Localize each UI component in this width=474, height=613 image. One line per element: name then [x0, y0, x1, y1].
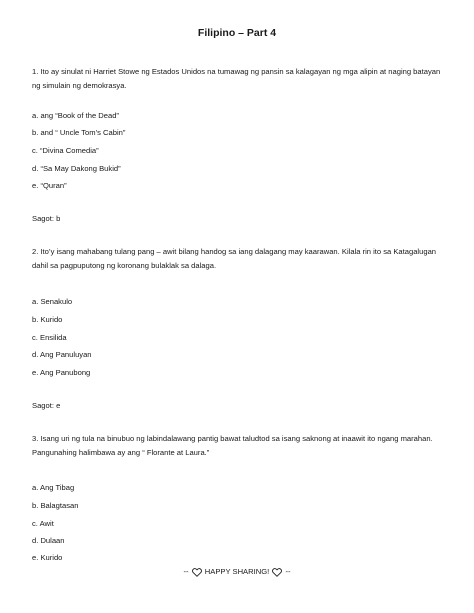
question-2-option-e: e. Ang Panubong — [32, 368, 91, 377]
question-3-option-c: c. Awit — [32, 519, 54, 528]
question-1-option-e: e. “Quran” — [32, 181, 67, 190]
question-3-option-b: b. Balagtasan — [32, 501, 79, 510]
question-2-answer: Sagot: e — [32, 401, 61, 410]
page-title: Filipino – Part 4 — [197, 27, 277, 39]
question-1-option-d: d. “Sa May Dakong Bukid” — [32, 164, 121, 173]
question-2-option-d: d. Ang Panuluyan — [32, 350, 92, 359]
footer-dash-left: -- — [183, 567, 189, 576]
footer-text: HAPPY SHARING! — [204, 567, 270, 576]
question-1-option-a: a. ang “Book of the Dead” — [32, 111, 119, 120]
question-3-option-e: e. Kurido — [32, 553, 63, 562]
footer-dash-right: -- — [285, 567, 291, 576]
question-2-option-b: b. Kurido — [32, 315, 63, 324]
question-1-option-c: c. “Divina Comedia” — [32, 146, 99, 155]
question-3-option-a: a. Ang Tibag — [32, 483, 75, 492]
footer — [0, 565, 474, 579]
question-1-option-b: b. and “ Uncle Tom’s Cabin” — [32, 128, 126, 137]
question-2-option-c: c. Ensilida — [32, 333, 67, 342]
question-2-text: 2. Ito’y isang mahabang tulang pang – awit bilang handog sa iang dalagang may kaarawan. Kilala rin ito sa Katagalugan dahil sa pagpuputong ng koronang bulaklak sa dalaga. — [32, 247, 437, 270]
question-1-text: 1. Ito ay sinulat ni Harriet Stowe ng Estados Unidos na tumawag ng pansin sa kalagayan ng mga alipin at naging batayan ng simulain ng demokrasya. — [32, 67, 441, 90]
question-2-option-a: a. Senakulo — [32, 297, 73, 306]
heart-icon — [192, 568, 202, 577]
question-1-answer: Sagot: b — [32, 214, 61, 223]
question-3-option-d: d. Dulaan — [32, 536, 65, 545]
heart-icon — [272, 568, 282, 577]
question-3-text: 3. Isang uri ng tula na binubuo ng labindalawang pantig bawat taludtod sa isang saknong at inaawit ito ngang marahan. Pangunahing halimbawa ay ang “ Florante at Laura.” — [32, 434, 433, 457]
